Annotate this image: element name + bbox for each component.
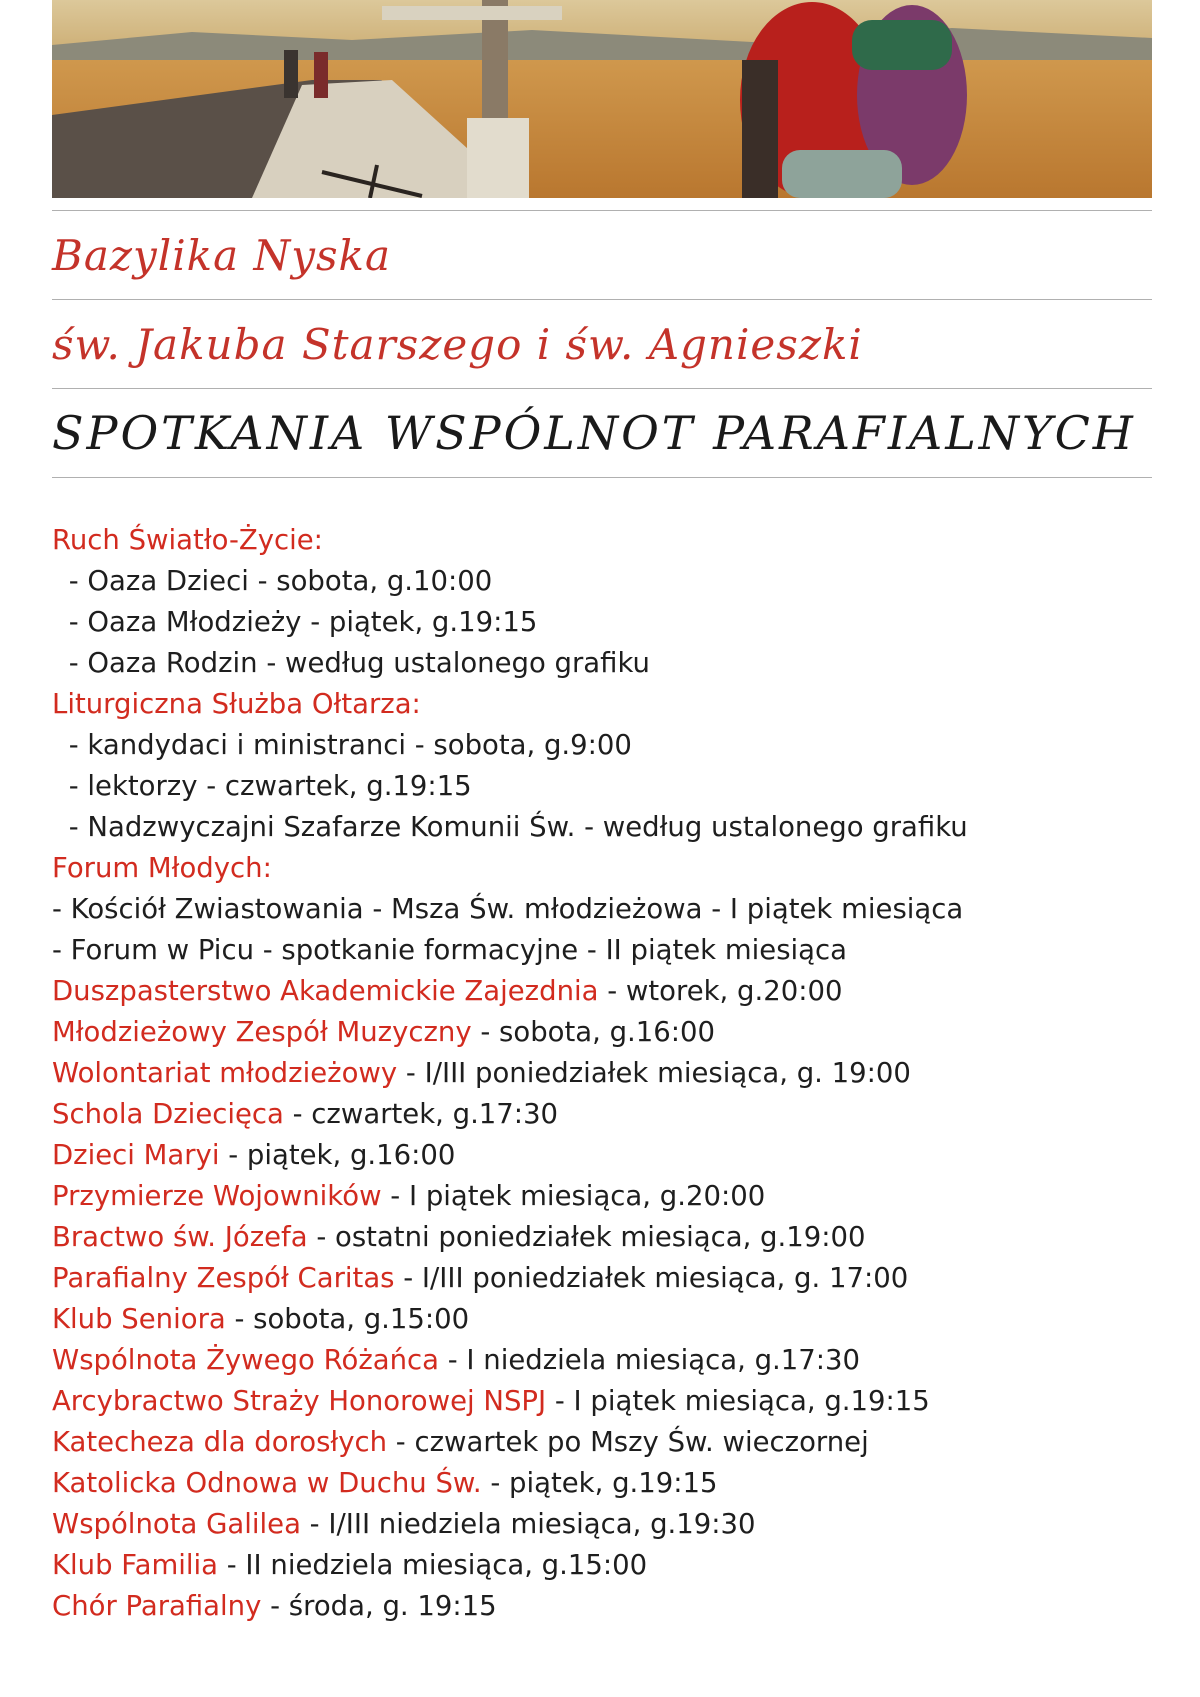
entry-name: Arcybractwo Straży Honorowej NSPJ	[52, 1385, 547, 1417]
group-item: - Nadzwyczajni Szafarze Komunii Św. - według ustalonego grafiku	[60, 811, 968, 843]
entry-detail: - środa, g. 19:15	[261, 1590, 497, 1622]
banner-photo	[52, 0, 1152, 198]
group-item: - Oaza Rodzin - według ustalonego grafiku	[60, 647, 650, 679]
entry-name: Przymierze Wojowników	[52, 1180, 382, 1212]
schedule-entry	[52, 1299, 1152, 1340]
schedule-entry	[52, 1504, 1152, 1545]
entry-name: Klub Seniora	[52, 1303, 226, 1335]
group-item: - kandydaci i ministranci - sobota, g.9:00	[60, 729, 632, 761]
entry-name: Chór Parafialny	[52, 1590, 262, 1622]
entry-detail: - sobota, g.16:00	[471, 1016, 716, 1048]
entry-detail: - sobota, g.15:00	[225, 1303, 470, 1335]
title-basilica: Bazylika Nyska	[52, 230, 391, 280]
schedule-entry	[52, 1340, 1152, 1381]
entry-name: Wspólnota Żywego Różańca	[52, 1344, 440, 1376]
group-heading: Ruch Światło-Życie:	[52, 524, 323, 556]
schedule-entry	[52, 1135, 1152, 1176]
group-heading: Forum Młodych:	[52, 852, 272, 884]
entry-detail: - I niedziela miesiąca, g.17:30	[439, 1344, 861, 1376]
group-item: - Oaza Młodzieży - piątek, g.19:15	[60, 606, 538, 638]
entry-detail: - I/III poniedziałek miesiąca, g. 19:00	[397, 1057, 911, 1089]
entry-name: Schola Dziecięca	[52, 1098, 284, 1130]
entry-name: Katolicka Odnowa w Duchu Św.	[52, 1467, 482, 1499]
group-item: - Forum w Picu - spotkanie formacyjne - II piątek miesiąca	[52, 934, 847, 966]
divider	[52, 477, 1152, 478]
entry-detail: - I piątek miesiąca, g.20:00	[381, 1180, 766, 1212]
entry-detail: - ostatni poniedziałek miesiąca, g.19:00	[307, 1221, 866, 1253]
entry-name: Parafialny Zespół Caritas	[52, 1262, 395, 1294]
entry-name: Dzieci Maryi	[52, 1139, 220, 1171]
pilgrims-on-road-photo	[52, 0, 1152, 198]
schedule-list	[52, 520, 1152, 1627]
entry-name: Katecheza dla dorosłych	[52, 1426, 388, 1458]
schedule-entry	[52, 1053, 1152, 1094]
schedule-entry	[52, 1217, 1152, 1258]
schedule-entry	[52, 1381, 1152, 1422]
entry-detail: - I/III poniedziałek miesiąca, g. 17:00	[394, 1262, 909, 1294]
entry-detail: - czwartek, g.17:30	[283, 1098, 559, 1130]
page	[52, 0, 1152, 1627]
schedule-entry	[52, 1258, 1152, 1299]
entry-name: Wspólnota Galilea	[52, 1508, 301, 1540]
entry-detail: - I/III niedziela miesiąca, g.19:30	[300, 1508, 756, 1540]
group-item: - Kościół Zwiastowania - Msza Św. młodzieżowa - I piątek miesiąca	[52, 893, 964, 925]
schedule-entry	[52, 1176, 1152, 1217]
entry-name: Wolontariat młodzieżowy	[52, 1057, 398, 1089]
schedule-entry	[52, 1422, 1152, 1463]
group-heading: Liturgiczna Służba Ołtarza:	[52, 688, 421, 720]
entry-name: Młodzieżowy Zespół Muzyczny	[52, 1016, 472, 1048]
entry-detail: - czwartek po Mszy Św. wieczornej	[387, 1426, 869, 1458]
entry-detail: - piątek, g.19:15	[481, 1467, 718, 1499]
entry-name: Duszpasterstwo Akademickie Zajezdnia	[52, 975, 599, 1007]
schedule-entry	[52, 1545, 1152, 1586]
entry-name: Bractwo św. Józefa	[52, 1221, 308, 1253]
schedule-entry	[52, 1012, 1152, 1053]
group-item: - Oaza Dzieci - sobota, g.10:00	[60, 565, 493, 597]
title-patrons: św. Jakuba Starszego i św. Agnieszki	[52, 319, 863, 369]
entry-detail: - piątek, g.16:00	[219, 1139, 456, 1171]
group-item: - lektorzy - czwartek, g.19:15	[60, 770, 472, 802]
schedule-entry	[52, 1094, 1152, 1135]
entry-name: Klub Familia	[52, 1549, 219, 1581]
page-title: SPOTKANIA WSPÓLNOT PARAFIALNYCH	[52, 406, 1136, 460]
schedule-entry	[52, 1463, 1152, 1504]
entry-detail: - II niedziela miesiąca, g.15:00	[218, 1549, 648, 1581]
entry-detail: - wtorek, g.20:00	[598, 975, 843, 1007]
schedule-entry	[52, 971, 1152, 1012]
schedule-entry	[52, 1586, 1152, 1627]
entry-detail: - I piątek miesiąca, g.19:15	[546, 1385, 930, 1417]
